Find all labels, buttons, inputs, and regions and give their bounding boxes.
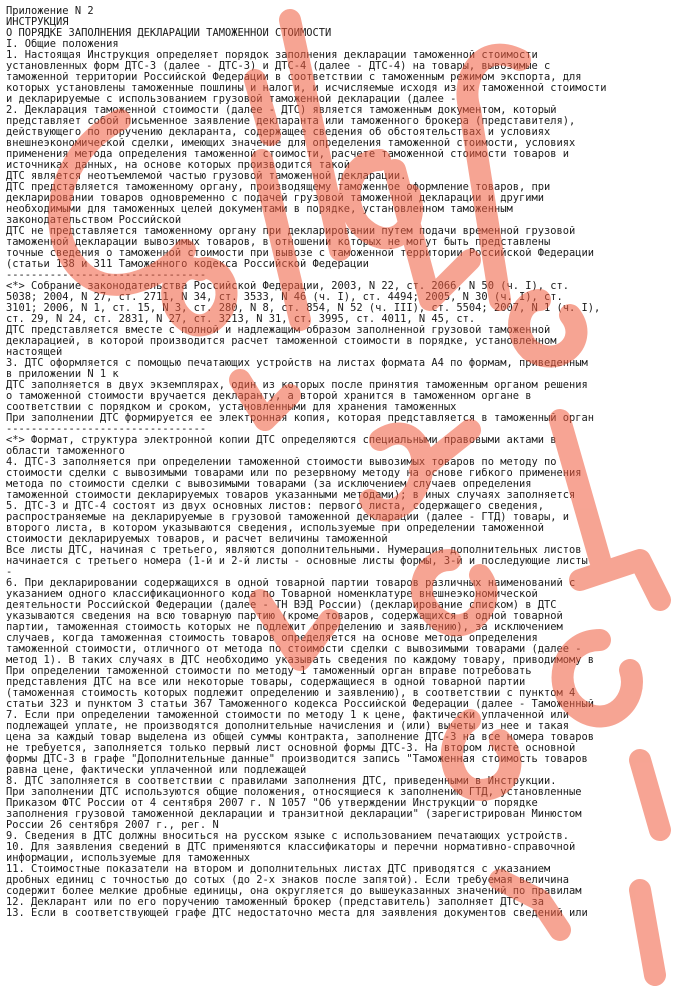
document-line: стоимости декларируемых товаров, и расчет величины таможенной [6, 534, 388, 545]
document-line: применения метода определения таможенной стоимости, расчете таможенной стоимости товаров и [6, 149, 570, 160]
document-line: ДТС не представляется таможенному органу при декларировании путем подачи временной грузовой [6, 226, 576, 237]
document-line: О ПОРЯДКЕ ЗАПОЛНЕНИЯ ДЕКЛАРАЦИИ ТАМОЖЕННОЙ СТОИМОСТИ [6, 28, 332, 39]
document-line: 5. ДТС-3 и ДТС-4 состоят из двух основных листов: первого листа, содержащего сведения, [6, 501, 544, 512]
document-line: ст. 29, N 24, ст. 2831, N 27, ст. 3213, N 31, ст. 3995, ст. 4011, N 45, ст. [6, 314, 476, 325]
document-line: 9. Сведения в ДТС должны вноситься на русском языке с использованием печатающих устройств. [6, 831, 570, 842]
document-line: установленных форм ДТС-3 (далее - ДТС-3) и ДТС-4 (далее - ДТС-4) на товары, вывозимые с [6, 61, 551, 72]
document-line: 8. ДТС заполняется в соответствии с правилами заполнения ДТС, приведенными в Инструкции. [6, 776, 557, 787]
document-line: <*> Собрание законодательства Российской Федерации, 2003, N 22, ст. 2066, N 50 (ч. I), ст. [6, 281, 570, 292]
document-line: источниках данных, на основе которых производится такой [6, 160, 351, 171]
document-line: 12. Декларант или по его поручению таможенный брокер (представитель) заполняет ДТС, за [6, 897, 544, 908]
document-line: При заполнении ДТС формируется ее электронная копия, которая представляется в таможенный орган [6, 413, 595, 424]
document-line: декларацией, в которой производится расчет таможенной стоимости в порядке, установленном [6, 336, 557, 347]
document-line: (таможенная стоимость которых подлежит определению и заявлению), в соответствии с пунктом 4 [6, 688, 576, 699]
document-line: области таможенного [6, 446, 125, 457]
document-line: При заполнении ДТС используются общие положения, относящиеся к заполнению ГТД, установленные [6, 787, 582, 798]
document-line: деятельности Российской Федерации (далее - ТН ВЭД России) (декларирование списком) в ДТС [6, 600, 557, 611]
document-line: таможенной территории Российской Федерации в соответствии с таможенным режимом экспорта, для [6, 72, 582, 83]
document-line: настоящей [6, 347, 63, 358]
document-line: таможенной стоимости, отличного от метода по стоимости сделки с вывозимыми товарами (далее - [6, 644, 582, 655]
document-line: необходимыми для таможенных целей документами в порядке, установленном таможенным [6, 204, 513, 215]
document-line: подлежащей уплате, не производятся дополнительные начисления и (или) вычеты из нее и такая [6, 721, 570, 732]
document-line: указываются сведения на всю товарную партию (кроме товаров, содержащихся в одной товарной [6, 611, 563, 622]
document-line: и декларируемые с использованием грузовой таможенной декларации (далее - [6, 94, 457, 105]
document-line: равна цене, фактически уплаченной или подлежащей [6, 765, 307, 776]
document-line: 5038; 2004, N 27, ст. 2711, N 34, ст. 3533, N 46 (ч. I), ст. 4494; 2005, N 30 (ч. I), ст. [6, 292, 563, 303]
document-line: представляет собой письменное заявление декларанта или таможенного брокера (представителя), [6, 116, 576, 127]
document-line: <*> Формат, структура электронной копии ДТС определяются специальными правовыми актами в [6, 435, 557, 446]
document-line: соответствии с порядком и сроком, установленными для хранения таможенных [6, 402, 457, 413]
document-line: метода по стоимости сделки с вывозимыми товарами (за исключением случаев определения [6, 479, 532, 490]
document-line: 6. При декларировании содержащихся в одной товарной партии товаров различных наименований с [6, 578, 576, 589]
document-line: информации, используемые для таможенных [6, 853, 250, 864]
document-line: законодательством Российской [6, 215, 182, 226]
document-line: 7. Если при определении таможенной стоимости по методу 1 к цене, фактически уплаченной или [6, 710, 570, 721]
document-line: 1. Настоящая Инструкция определяет порядок заполнения декларации таможенной стоимости [6, 50, 538, 61]
document-line: указанием одного классификационного кода по Товарной номенклатуре внешнеэкономической [6, 589, 538, 600]
document-line: которых установлены таможенные пошлины и налоги, и исчисляемые исходя из их таможенной стоимости [6, 83, 607, 94]
document-line: 11. Стоимостные показатели на втором и дополнительных листах ДТС приводятся с указанием [6, 864, 551, 875]
document-line: декларировании товаров одновременно с подачей грузовой таможенной декларации и другими [6, 193, 544, 204]
document-line: 2. Декларация таможенной стоимости (далее - ДТС) является таможенным документом, который [6, 105, 557, 116]
document-line: стоимости сделки с вывозимыми товарами или по резервному методу на основе гибкого применения [6, 468, 582, 479]
document-line: 4. ДТС-3 заполняется при определении таможенной стоимости вывозимых товаров по методу по [6, 457, 557, 468]
document-line: действующего по поручению декларанта, содержащее сведения об обстоятельствах и условиях [6, 127, 551, 138]
document-line: в приложении N 1 к [6, 369, 119, 380]
document-line: о таможенной стоимости вручается декларанту, а второй хранится в таможенном органе в [6, 391, 532, 402]
document-line: -------------------------------- [6, 270, 207, 281]
document-line: России 26 сентября 2007 г., рег. N [6, 820, 219, 831]
document-line: Все листы ДТС, начиная с третьего, являются дополнительными. Нумерация дополнительных листов [6, 545, 582, 556]
document-line: ДТС представляется таможенному органу, производящему таможенное оформление товаров, при [6, 182, 551, 193]
document-line: таможенной стоимости декларируемых товаров указанными методами); в иных случаях заполняется [6, 490, 576, 501]
document-line: внешнеэкономической сделки, имеющих значение для определения таможенной стоимости, условиях [6, 138, 576, 149]
document-line: цена за каждый товар выделена из общей суммы контракта, заполнение ДТС-3 на все номера товаров [6, 732, 595, 743]
document-line: метод 1). В таких случаях в ДТС необходимо указывать сведения по каждому товару, приводимому в [6, 655, 595, 666]
document-line: представления ДТС на все или некоторые товары, содержащиеся в одной товарной партии [6, 677, 526, 688]
document-line: 3101; 2006, N 1, ст. 15, N 3, ст. 280, N 8, ст. 854, N 52 (ч. III), ст. 5504; 2007, N 1 (ч. I), [6, 303, 601, 314]
document-line: партии, таможенная стоимость которых не подлежит определению и заявлению), за исключением [6, 622, 563, 633]
document-line: точные сведения о таможенной стоимости при вывозе с таможенной территории Российской Федерации [6, 248, 595, 259]
document-line: таможенной декларации вывозимых товаров, в отношении которых не могут быть представлены [6, 237, 551, 248]
document-line: 3. ДТС оформляется с помощью печатающих устройств на листах формата А4 по формам, приведенным [6, 358, 588, 369]
document-line: 13. Если в соответствующей графе ДТС недостаточно места для заявления документов сведений или [6, 908, 588, 919]
document-line: ИНСТРУКЦИЯ [6, 17, 69, 28]
document-line: случаев, когда таможенная стоимость товаров определяется на основе метода определения [6, 633, 538, 644]
document-line: - [6, 567, 13, 578]
document-body [6, 6, 698, 919]
document-line: 10. Для заявления сведений в ДТС применяются классификаторы и перечни нормативно-справочной [6, 842, 576, 853]
document-line: заполнения грузовой таможенной декларации и транзитной декларации" (зарегистрирован Минюстом [6, 809, 582, 820]
document-line: ДТС представляется вместе с полной и надлежащим образом заполненной грузовой таможенной [6, 325, 551, 336]
document-line: I. Общие положения [6, 39, 119, 50]
document-line: ДТС является неотъемлемой частью грузовой таможенной декларации. [6, 171, 407, 182]
document-line: формы ДТС-3 в графе "Дополнительные данные" производится запись "Таможенная стоимость товаров [6, 754, 588, 765]
document-line: -------------------------------- [6, 424, 207, 435]
document-line: статьи 323 и пунктом 3 статьи 367 Таможенного кодекса Российской Федерации (далее - Таможенный [6, 699, 595, 710]
document-line: ДТС заполняется в двух экземплярах, один из которых после принятия таможенным органом решения [6, 380, 588, 391]
document-line: Приказом ФТС России от 4 сентября 2007 г. N 1057 "Об утверждении Инструкции о порядке [6, 798, 538, 809]
document-line: начинается с третьего номера (1-й и 2-й листы - основные листы формы, 3-й и последующие листы [6, 556, 588, 567]
document-line: При определении таможенной стоимости по методу 1 таможенный орган вправе потребовать [6, 666, 532, 677]
document-line: Приложение N 2 [6, 6, 94, 17]
document-line: распространяемые на декларируемые в грузовой таможенной декларации (далее - ГТД) товары, и [6, 512, 570, 523]
document-line: второго листа, в котором указываются сведения, используемые при определении таможенной [6, 523, 544, 534]
document-line: не требуется, заполняется только первый лист основной формы ДТС-3. На втором листе основной [6, 743, 576, 754]
document-line: дробных единиц с точностью до сотых (до 2-х знаков после запятой). Если требуемая величина [6, 875, 570, 886]
document-line: (статьи 138 и 311 Таможенного кодекса Российской Федерации [6, 259, 369, 270]
document-line: содержит более мелкие дробные единицы, она округляется до вышеуказанных значений по правилам [6, 886, 582, 897]
